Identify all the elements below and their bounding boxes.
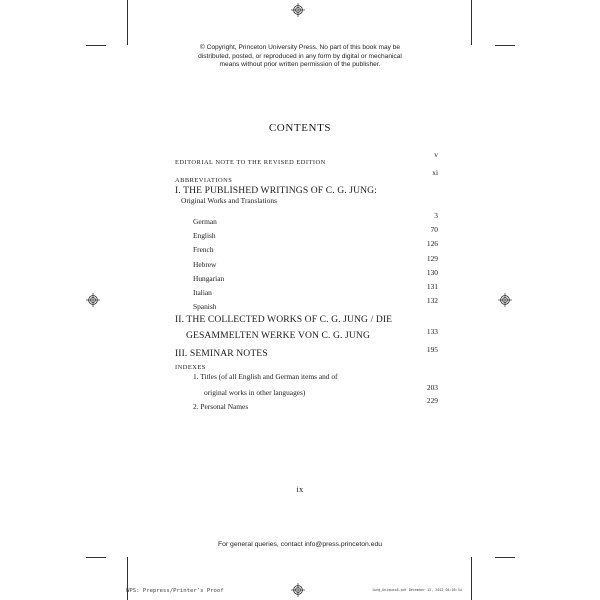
toc-entry-label: German: [193, 217, 217, 226]
toc-entry-editorial-note: [175, 151, 438, 169]
toc-part-1-title: I. THE PUBLISHED WRITINGS OF C. G. JUNG:: [175, 185, 377, 196]
toc-index-personal-names: [193, 396, 438, 414]
registration-mark-top: [291, 3, 305, 17]
registration-mark-left: [86, 293, 100, 307]
crop-mark-left-bottom: [86, 557, 106, 558]
toc-entry-page: v: [434, 150, 438, 159]
toc-entry-spanish: [193, 296, 438, 314]
toc-entry-page: 132: [426, 296, 438, 305]
crop-mark-left-top: [86, 45, 106, 46]
toc-entry-page: 131: [426, 282, 438, 291]
crop-mark-right-bottom: [495, 557, 515, 558]
crop-mark-right-top: [495, 45, 515, 46]
file-info-slug: Jung_Uniques8.pdf December 15, 2022 04:05:54: [372, 588, 462, 592]
crop-mark-top-left: [127, 0, 128, 45]
page-number: ix: [296, 484, 304, 494]
toc-entry-page: 130: [426, 268, 438, 277]
toc-index-titles-line-1: 1. Titles (of all English and German items and of: [193, 372, 338, 381]
copyright-line-3: means without prior written permission of the publisher.: [219, 61, 381, 69]
copyright-line-2: distributed, posted, or reproduced in any form by digital or mechanical: [198, 52, 402, 60]
toc-part-2-line-2: [175, 325, 438, 343]
toc-entry-page: 70: [430, 225, 438, 234]
toc-entry-label: Hungarian: [193, 274, 225, 283]
toc-entry-label: ABBREVIATIONS: [175, 177, 233, 184]
toc-entry-label: original works in other languages): [204, 388, 306, 397]
toc-entry-label: Italian: [193, 288, 212, 297]
general-queries-notice: For general queries, contact info@press.princeton.edu: [217, 541, 383, 548]
toc-entry-page: 126: [426, 239, 438, 248]
registration-mark-right: [498, 293, 512, 307]
toc-entry-page: xi: [432, 168, 438, 177]
registration-mark-bottom: [291, 583, 305, 597]
toc-entry-page: 129: [426, 254, 438, 263]
toc-entry-page: 195: [426, 345, 438, 354]
toc-entry-label: EDITORIAL NOTE TO THE REVISED EDITION: [175, 159, 326, 166]
toc-part-2-title-line-1: II. THE COLLECTED WORKS OF C. G. JUNG / DIE: [175, 314, 393, 325]
toc-entry-label: 2. Personal Names: [193, 402, 249, 411]
crop-mark-bottom-right: [471, 557, 472, 600]
toc-indexes-heading: INDEXES: [175, 364, 206, 371]
toc-entry-page: 133: [426, 327, 438, 336]
toc-entry-page: 203: [426, 383, 438, 392]
toc-entry-page: 3: [434, 211, 438, 220]
toc-entry-label: English: [193, 231, 216, 240]
toc-entry-label: French: [193, 245, 214, 254]
printer-proof-slug: WPS: Prepress/Printer's Proof: [126, 588, 224, 594]
toc-part-3-title: III. SEMINAR NOTES: [175, 348, 268, 359]
copyright-line-1: © Copyright, Princeton University Press. No part of this book may be: [199, 44, 401, 51]
toc-entry-label: Hebrew: [193, 260, 217, 269]
copyright-notice: [150, 44, 450, 70]
toc-entry-label: Spanish: [193, 302, 217, 311]
toc-part-1-subtitle: Original Works and Translations: [181, 196, 277, 205]
crop-mark-top-right: [471, 0, 472, 45]
toc-entry-page: 229: [426, 396, 438, 405]
contents-heading: CONTENTS: [268, 122, 332, 134]
toc-part-3: [175, 343, 438, 361]
toc-part-2-title-line-2: GESAMMELTEN WERKE VON C. G. JUNG: [186, 330, 370, 341]
